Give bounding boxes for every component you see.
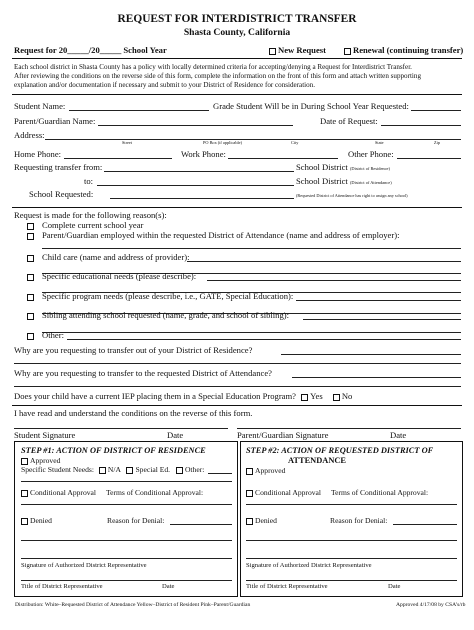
divider xyxy=(12,405,462,406)
step1-title-line[interactable] xyxy=(21,580,232,581)
date-of-request-label: Date of Request: xyxy=(320,116,378,126)
why-to-field[interactable] xyxy=(292,377,461,378)
address-sub-street: Street xyxy=(122,140,133,145)
step1-conditional-checkbox[interactable] xyxy=(21,490,28,497)
iep-question-text: Does your child have a current IEP placing them in a Special Education Program? xyxy=(14,391,296,401)
why-to-question: Why are you requesting to transfer to the requested District of Attendance? xyxy=(14,368,272,378)
grade-field[interactable] xyxy=(411,110,461,111)
step1-terms-line-1[interactable] xyxy=(21,504,232,505)
grade-label: Grade Student Will be in During School Year Requested: xyxy=(213,101,409,111)
step1-reason-line-2[interactable] xyxy=(21,540,232,541)
iep-yes-checkbox[interactable] xyxy=(301,394,308,401)
new-request-option[interactable] xyxy=(269,45,326,55)
reason-sibling-field[interactable] xyxy=(303,319,461,320)
school-district-text: School District xyxy=(296,176,348,186)
reason-checkbox[interactable] xyxy=(27,333,34,340)
work-phone-label: Work Phone: xyxy=(181,149,226,159)
date-of-request-field[interactable] xyxy=(381,125,461,126)
address-sub-po: PO Box (if applicable) xyxy=(203,140,243,145)
reason-employed[interactable] xyxy=(27,230,399,240)
address-sub-zip: Zip xyxy=(434,140,440,145)
iep-question xyxy=(14,391,352,401)
step1-sped-label: Special Ed. xyxy=(135,465,171,474)
step2-denied-label: Denied xyxy=(255,516,277,525)
reason-label: Sibling attending school requested (name, grade, and school of sibling): xyxy=(42,310,290,320)
district-residence-label xyxy=(296,162,390,174)
step1-reason-field[interactable] xyxy=(170,524,232,525)
renewal-label: Renewal (continuing transfer) xyxy=(353,45,464,55)
reason-program[interactable] xyxy=(27,291,293,301)
step1-approved-checkbox[interactable] xyxy=(21,458,28,465)
step2-approved-label: Approved xyxy=(255,466,286,475)
intro-line-3: explanation and/or documentation if necessary and submit to your District of Residence for consideration. xyxy=(14,81,316,89)
reason-label: Specific educational needs (please describe): xyxy=(42,271,197,281)
step2-conditional-label: Conditional Approval xyxy=(255,488,322,497)
other-phone-field[interactable] xyxy=(397,158,461,159)
reason-child-care-field[interactable] xyxy=(187,261,461,262)
district-attendance-label xyxy=(296,176,392,188)
student-signature-label: Student Signature xyxy=(14,430,76,440)
step1-other-field[interactable] xyxy=(208,473,232,474)
new-request-checkbox[interactable] xyxy=(269,48,276,55)
step1-approved-label: Approved xyxy=(30,456,61,465)
student-signature-line[interactable] xyxy=(14,428,228,429)
step2-approved-checkbox[interactable] xyxy=(246,468,253,475)
form-title: REQUEST FOR INTERDISTRICT TRANSFER xyxy=(117,13,357,25)
reasons-intro: Request is made for the following reason(s): xyxy=(14,210,167,220)
reason-other-field[interactable] xyxy=(67,339,461,340)
why-to-line-2[interactable] xyxy=(14,386,461,387)
parent-date-label: Date xyxy=(390,430,407,440)
step1-sped-checkbox[interactable] xyxy=(126,467,133,474)
step1-heading: STEP #1: ACTION OF DISTRICT OF RESIDENCE xyxy=(21,446,206,455)
reason-label: Child care (name and address of provider): xyxy=(42,252,190,262)
step1-terms-label: Terms of Conditional Approval: xyxy=(106,488,204,497)
step1-needs-line-2[interactable] xyxy=(21,481,232,482)
address-field[interactable] xyxy=(45,139,461,140)
reason-label: Complete current school year xyxy=(42,220,144,230)
reason-sibling[interactable] xyxy=(27,310,289,320)
iep-yes-label: Yes xyxy=(310,391,323,401)
reason-child-care[interactable] xyxy=(27,252,189,262)
county-subtitle: Shasta County, California xyxy=(183,27,291,38)
school-requested-label: School Requested: xyxy=(29,189,94,199)
reason-sibling-line-2[interactable] xyxy=(42,332,461,333)
transfer-to-label: to: xyxy=(84,176,94,186)
reason-checkbox[interactable] xyxy=(27,223,34,230)
approved-footer: Approved 4/17/08 by CSA’s/rb xyxy=(396,602,466,608)
step1-other-checkbox[interactable] xyxy=(176,467,183,474)
step1-specific-label: Specific Student Needs: xyxy=(21,465,94,474)
iep-no-label: No xyxy=(341,391,353,401)
step2-heading: STEP #2: ACTION OF REQUESTED DISTRICT OF xyxy=(246,446,434,455)
step1-other-label: Other: xyxy=(184,465,205,474)
step1-denied-label: Denied xyxy=(30,516,52,525)
guardian-name-field[interactable] xyxy=(98,125,293,126)
step1-denied-checkbox[interactable] xyxy=(21,518,28,525)
school-requested-field[interactable] xyxy=(110,198,294,199)
reason-checkbox[interactable] xyxy=(27,233,34,240)
guardian-name-label: Parent/Guardian Name: xyxy=(14,116,96,126)
reason-educational-field[interactable] xyxy=(207,280,461,281)
divider xyxy=(12,94,462,95)
step1-title-label: Title of District Representative xyxy=(21,583,103,590)
address-sub-city: City xyxy=(291,140,299,145)
address-label: Address: xyxy=(14,130,45,140)
intro-line-1: Each school district in Shasta County has a policy with locally determined criteria for accepting/denying a Request for Interdistrict Transfer. xyxy=(14,63,412,71)
step1-denied[interactable] xyxy=(21,516,52,526)
transfer-to-field[interactable] xyxy=(97,185,294,186)
home-phone-field[interactable] xyxy=(64,158,172,159)
step2-reason-label: Reason for Denial: xyxy=(330,516,388,525)
reason-program-field[interactable] xyxy=(296,300,461,301)
step2-terms-line-1[interactable] xyxy=(246,504,457,505)
step1-na-checkbox[interactable] xyxy=(99,467,106,474)
step2-approved[interactable] xyxy=(246,466,285,476)
reason-label: Parent/Guardian employed within the requested District of Attendance (name and address of employer): xyxy=(42,230,400,240)
step1-specific-needs xyxy=(21,465,204,475)
step2-denied-checkbox[interactable] xyxy=(246,518,253,525)
step2-reason-line-2[interactable] xyxy=(246,540,457,541)
step2-conditional-checkbox[interactable] xyxy=(246,490,253,497)
student-name-label: Student Name: xyxy=(14,101,66,111)
read-statement: I have read and understand the conditions on the reverse of this form. xyxy=(14,408,253,418)
school-district-text: School District xyxy=(296,162,348,172)
why-out-question: Why are you requesting to transfer out of your District of Residence? xyxy=(14,345,253,355)
school-requested-note: (Requested District of Attendance has right to assign any school) xyxy=(296,193,408,198)
district-attendance-note: (District of Attendance) xyxy=(349,180,392,185)
reason-other[interactable] xyxy=(27,330,64,340)
new-request-label: New Request xyxy=(278,45,326,55)
step2-date-label: Date xyxy=(388,583,401,590)
parent-signature-line[interactable] xyxy=(237,428,461,429)
reason-label: Other: xyxy=(42,330,64,340)
step2-denied[interactable] xyxy=(246,516,277,526)
step2-reason-field[interactable] xyxy=(393,524,457,525)
transfer-from-field[interactable] xyxy=(104,171,294,172)
work-phone-field[interactable] xyxy=(228,158,338,159)
step2-terms-label: Terms of Conditional Approval: xyxy=(331,488,429,497)
step2-signature-label: Signature of Authorized District Representative xyxy=(246,562,372,569)
divider xyxy=(12,58,462,59)
renewal-option[interactable] xyxy=(344,45,463,55)
step1-na-label: N/A xyxy=(107,465,121,474)
home-phone-label: Home Phone: xyxy=(14,149,62,159)
district-residence-note: (District of Residence) xyxy=(349,166,390,171)
why-out-line-2[interactable] xyxy=(14,363,461,364)
step2-conditional[interactable] xyxy=(246,488,321,498)
address-sub-state: State xyxy=(375,140,384,145)
reason-label: Specific program needs (please describe, i.e., GATE, Special Education): xyxy=(42,291,294,301)
reason-complete-year[interactable] xyxy=(27,220,143,230)
reason-checkbox[interactable] xyxy=(27,313,34,320)
step1-conditional-label: Conditional Approval xyxy=(30,488,97,497)
student-name-field[interactable] xyxy=(69,110,209,111)
step2-signature-line[interactable] xyxy=(246,558,457,559)
reason-checkbox[interactable] xyxy=(27,274,34,281)
step2-title-label: Title of District Representative xyxy=(246,583,328,590)
reason-employed-line-1[interactable] xyxy=(42,248,461,249)
reason-checkbox[interactable] xyxy=(27,294,34,301)
iep-no-checkbox[interactable] xyxy=(333,394,340,401)
school-year-line: Request for 20_____/20_____ School Year xyxy=(14,45,167,55)
step1-date-label: Date xyxy=(162,583,175,590)
renewal-checkbox[interactable] xyxy=(344,48,351,55)
step1-signature-line[interactable] xyxy=(21,558,232,559)
transfer-from-label: Requesting transfer from: xyxy=(14,162,103,172)
distribution-footer: Distribution: White–Requested District of Attendance Yellow–District of Resident Pink–Parent/Guardian xyxy=(15,602,251,608)
step2-title-line[interactable] xyxy=(246,580,457,581)
divider xyxy=(12,207,462,208)
other-phone-label: Other Phone: xyxy=(348,149,394,159)
step1-conditional[interactable] xyxy=(21,488,96,498)
parent-signature-label: Parent/Guardian Signature xyxy=(237,430,329,440)
student-date-label: Date xyxy=(167,430,184,440)
intro-line-2: After reviewing the conditions on the reverse side of this form, complete the information on the front of this form and attach written supporting xyxy=(14,72,421,80)
reason-educational[interactable] xyxy=(27,271,196,281)
step1-reason-label: Reason for Denial: xyxy=(107,516,165,525)
reason-checkbox[interactable] xyxy=(27,255,34,262)
why-out-field[interactable] xyxy=(281,354,461,355)
step1-signature-label: Signature of Authorized District Representative xyxy=(21,562,147,569)
step2-heading-2: ATTENDANCE xyxy=(288,456,347,465)
